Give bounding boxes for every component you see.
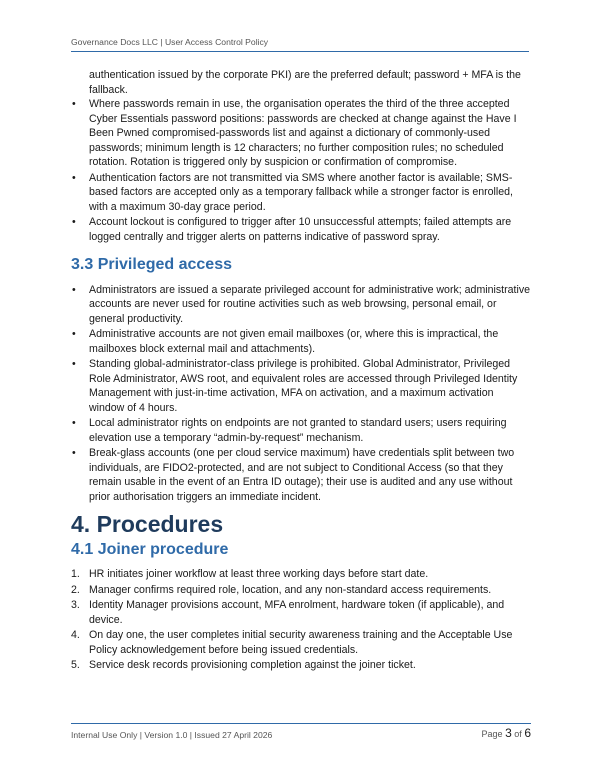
list-item: [71, 658, 531, 673]
page-total: 6: [524, 726, 531, 740]
list-item: [71, 327, 531, 356]
section-heading-procedures: 4. Procedures: [71, 511, 224, 537]
list-item-text: Service desk records provisioning completion against the joiner ticket.: [89, 659, 416, 671]
list-item: [71, 171, 531, 215]
list-number: 2.: [71, 583, 80, 596]
password-policy-list: [71, 97, 531, 244]
bullet-icon: •: [72, 328, 76, 340]
list-item: [71, 215, 531, 244]
header-text: Governance Docs LLC | User Access Control Policy: [71, 37, 269, 47]
list-item-text: On day one, the user completes initial security awareness training and the Acceptable Use Policy acknowledgement before being issued credentials.: [89, 629, 513, 656]
list-number: 4.: [71, 629, 80, 641]
bullet-icon: •: [72, 98, 76, 110]
privileged-access-list: [71, 283, 531, 505]
list-item-text: Identity Manager provisions account, MFA enrolment, hardware token (if applicable), and device.: [89, 599, 505, 626]
page-content: [71, 68, 531, 674]
list-number: 5.: [71, 659, 80, 671]
list-item-text: Local administrator rights on endpoints are not granted to standard users; users requiring elevation use a temporary “admin-by-request” mechanism.: [89, 417, 507, 444]
list-number: 3.: [71, 599, 80, 611]
list-item: [71, 628, 531, 657]
list-item-text: Account lockout is configured to trigger after 10 unsuccessful attempts; failed attempts are logged centrally and trigger alerts on patterns indicative of password spray.: [89, 216, 512, 243]
page-number: [482, 726, 531, 740]
list-item-text: Break-glass accounts (one per cloud service maximum) have credentials split between two individuals, are FIDO2-protected, and are not subject to Conditional Access (so that they remain usable in the event of an Entra ID outage); their use is audited and any use without prior authorisation triggers an immediate incident.: [89, 447, 515, 503]
list-item: [71, 283, 531, 327]
bullet-icon: •: [72, 283, 76, 296]
bullet-icon: •: [72, 358, 76, 370]
bullet-icon: •: [72, 417, 76, 429]
page-label: Page: [481, 729, 503, 739]
footer-text: Internal Use Only | Version 1.0 | Issued 27 April 2026: [71, 730, 273, 740]
page-of: of: [514, 729, 522, 739]
list-item-text: Administrative accounts are not given email mailboxes (or, where this is impractical, the mailboxes block external mail and attachments).: [89, 328, 499, 355]
list-item-text: Manager confirms required role, location, and any non-standard access requirements.: [89, 583, 492, 596]
section-heading-joiner-procedure: 4.1 Joiner procedure: [71, 540, 229, 558]
section-heading-privileged-access: 3.3 Privileged access: [71, 256, 232, 273]
bullet-icon: •: [72, 447, 76, 459]
list-item: [71, 583, 531, 598]
list-item-text: Authentication factors are not transmitted via SMS where another factor is available; SMS-based factors are accepted only as a temporary fallback while a stronger factor is enrolled, with a maximum 30-day grace period.: [89, 171, 513, 213]
list-item: [71, 446, 531, 504]
list-number: 1.: [71, 568, 80, 580]
list-item: [71, 567, 531, 582]
page-footer: [71, 723, 531, 740]
list-item-text: Administrators are issued a separate privileged account for administrative work; administrative accounts are never used for routine activities such as web browsing, personal email, or general productivity.: [89, 283, 531, 325]
continuation-paragraph: authentication issued by the corporate PKI) are the preferred default; password + MFA is the fallback.: [89, 69, 521, 96]
list-item: [71, 357, 531, 415]
list-item: [71, 416, 531, 445]
list-item: [71, 598, 531, 627]
page-header: [71, 37, 529, 52]
list-item-text: Where passwords remain in use, the organisation operates the third of the three accepted Cyber Essentials password positions: passwords are checked at change against the Have I Been Pwned compromised-passwords list and against a dictionary of commonly-used passwords; minimum length is 12 characters; no further composition rules; no scheduled rotation. Rotation is triggered only by suspicion or confirmation of compromise.: [89, 98, 517, 168]
joiner-procedure-list: [71, 567, 531, 673]
bullet-icon: •: [72, 216, 76, 228]
list-item-text: HR initiates joiner workflow at least three working days before start date.: [89, 568, 429, 580]
bullet-icon: •: [72, 171, 76, 184]
list-item: [71, 97, 531, 170]
page-current: 3: [505, 726, 512, 740]
list-item-text: Standing global-administrator-class privilege is prohibited. Global Administrator, Privileged Role Administrator, AWS root, and equivalent roles are accessed through Privileged Identity Management with just-in-time activation, MFA on activation, and a maximum activation window of 4 hours.: [89, 358, 518, 414]
